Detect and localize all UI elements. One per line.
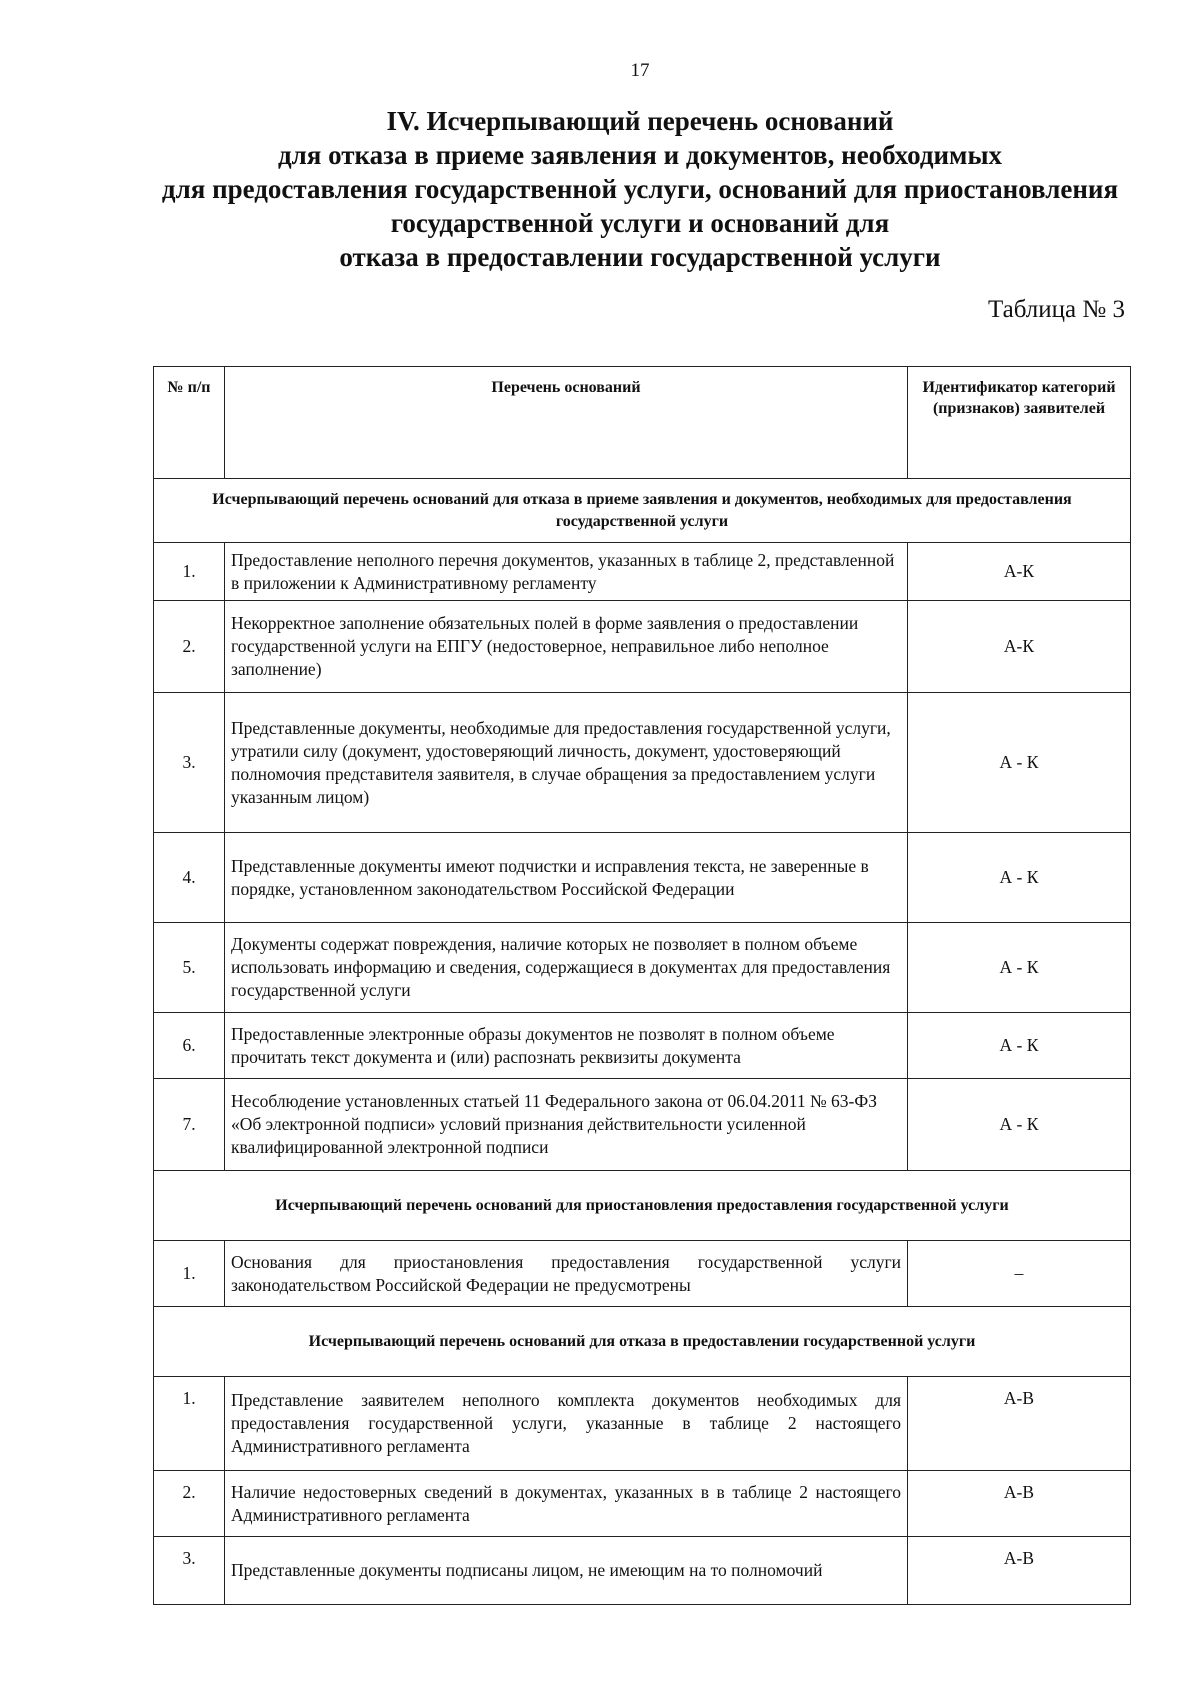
table-row [154,1079,1131,1171]
section-row [154,1171,1131,1241]
heading-line: IV. Исчерпывающий перечень оснований [386,106,894,136]
row-identifier: А-К [908,543,1131,601]
heading-line: отказа в предоставлении государственной услуги [339,242,941,272]
grounds-table [153,366,1131,1605]
row-number: 5. [154,923,225,1013]
row-number: 1. [154,1377,225,1471]
row-identifier: А - К [908,923,1131,1013]
section-title: Исчерпывающий перечень оснований для приостановления предоставления государственной услуги [154,1171,1131,1241]
table-row [154,1377,1131,1471]
section-heading [60,104,1200,274]
row-text: Несоблюдение установленных статьей 11 Федерального закона от 06.04.2011 № 63-ФЗ «Об электронной подписи» условий признания действительности усиленной квалифицированной электронной подписи [225,1079,908,1171]
header-number: № п/п [154,367,225,479]
row-number: 2. [154,601,225,693]
table-row [154,693,1131,833]
row-number: 3. [154,1537,225,1605]
row-identifier: А - К [908,693,1131,833]
table-row [154,1013,1131,1079]
table-row [154,543,1131,601]
heading-line: для отказа в приеме заявления и документов, необходимых [277,140,1003,170]
row-identifier: А-К [908,601,1131,693]
heading-line: государственной услуги и оснований для [390,208,890,238]
table-header-row [154,367,1131,479]
heading-line: для предоставления государственной услуги, оснований для приостановления [161,174,1119,204]
header-grounds: Перечень оснований [225,367,908,479]
row-text: Представленные документы имеют подчистки и исправления текста, не заверенные в порядке, установленном законодательством Российской Федерации [225,833,908,923]
row-number: 7. [154,1079,225,1171]
table-label: Таблица № 3 [987,296,1125,323]
section-title: Исчерпывающий перечень оснований для отказа в приеме заявления и документов, необходимых для предоставления государственной услуги [154,479,1131,543]
row-identifier: А - К [908,833,1131,923]
row-text: Предоставленные электронные образы документов не позволят в полном объеме прочитать текст документа и (или) распознать реквизиты документа [225,1013,908,1079]
row-identifier: – [908,1241,1131,1307]
row-text: Некорректное заполнение обязательных полей в форме заявления о предоставлении государственной услуги на ЕПГУ (недостоверное, неправильное либо неполное заполнение) [225,601,908,693]
table-row [154,833,1131,923]
row-text: Представленные документы, необходимые для предоставления государственной услуги, утратили силу (документ, удостоверяющий личность, документ, удостоверяющий полномочия представителя заявителя, в случае обращения за предоставлением услуги указанным лицом) [225,693,908,833]
section-title: Исчерпывающий перечень оснований для отказа в предоставлении государственной услуги [154,1307,1131,1377]
row-identifier: А-В [908,1471,1131,1537]
row-text: Предоставление неполного перечня документов, указанных в таблице 2, представленной в приложении к Административному регламенту [225,543,908,601]
row-number: 2. [154,1471,225,1537]
row-text: Документы содержат повреждения, наличие которых не позволяет в полном объеме использовать информацию и сведения, содержащиеся в документах для предоставления государственной услуги [225,923,908,1013]
row-number: 1. [154,543,225,601]
row-identifier: А-В [908,1537,1131,1605]
row-identifier: А - К [908,1013,1131,1079]
table-row [154,923,1131,1013]
section-row [154,479,1131,543]
row-number: 4. [154,833,225,923]
section-row [154,1307,1131,1377]
row-number: 3. [154,693,225,833]
row-identifier: А - К [908,1079,1131,1171]
row-text: Представленные документы подписаны лицом, не имеющим на то полномочий [225,1537,908,1605]
row-number: 6. [154,1013,225,1079]
table-row [154,1537,1131,1605]
page-number: 17 [630,60,650,81]
header-identifier: Идентификатор категорий (признаков) заявителей [908,367,1131,479]
table-row [154,1241,1131,1307]
row-text: Основания для приостановления предоставления государственной услуги законодательством Российской Федерации не предусмотрены [225,1241,908,1307]
table-row [154,1471,1131,1537]
row-identifier: А-В [908,1377,1131,1471]
table-row [154,601,1131,693]
row-number: 1. [154,1241,225,1307]
row-text: Наличие недостоверных сведений в документах, указанных в в таблице 2 настоящего Административного регламента [225,1471,908,1537]
row-text: Представление заявителем неполного комплекта документов необходимых для предоставления государственной услуги, указанные в таблице 2 настоящего Административного регламента [225,1377,908,1471]
